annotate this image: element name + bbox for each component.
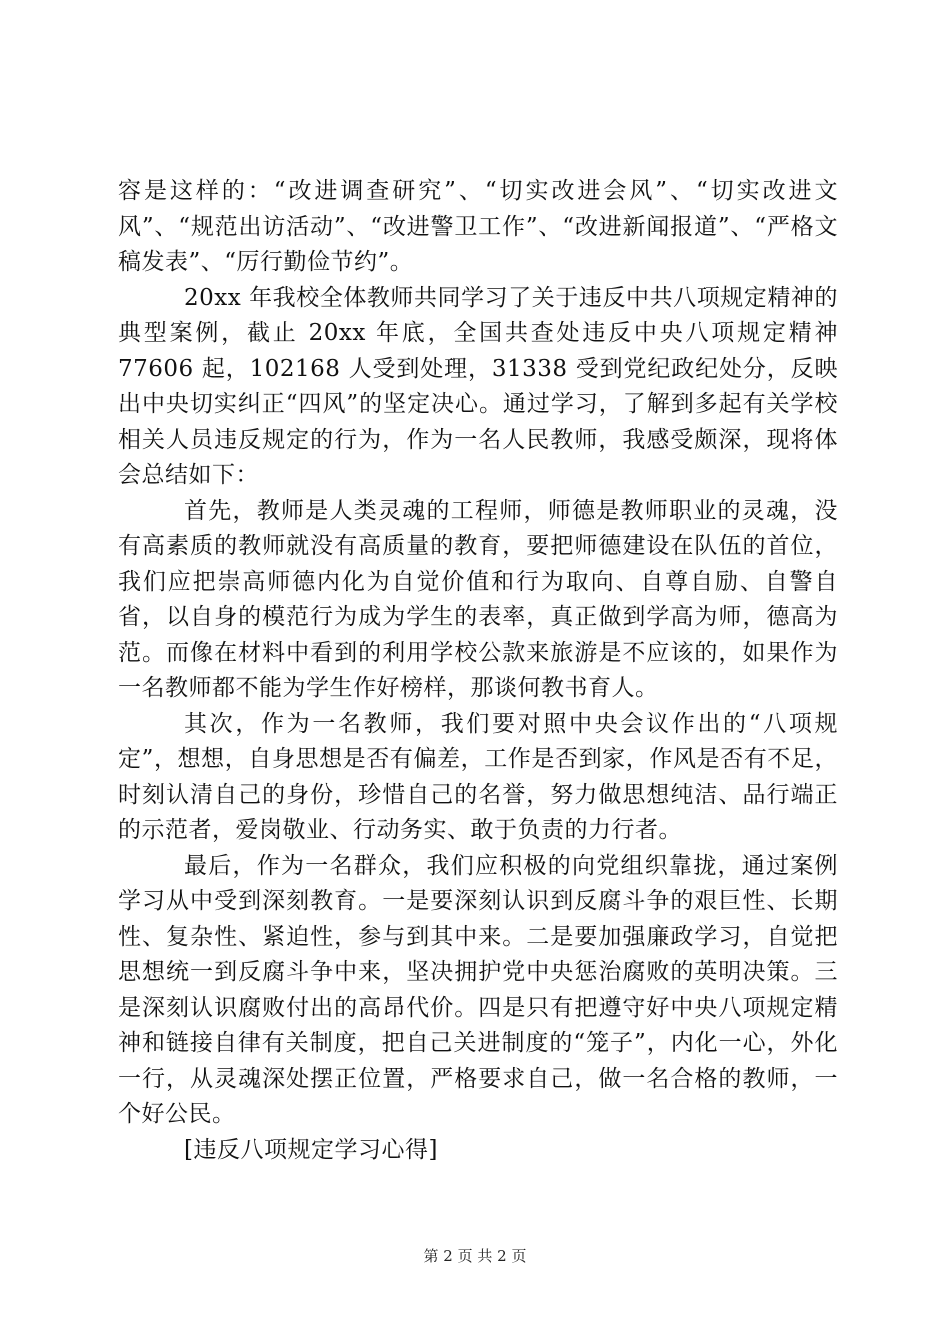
document-body xyxy=(118,174,838,1168)
paragraph-final-point: 最后，作为一名群众，我们应积极的向党组织靠拢，通过案例学习从中受到深刻教育。一是要深刻认识到反腐斗争的艰巨性、长期性、复杂性、紧迫性，参与到其中来。二是要加强廉政学习，自觉把思想统一到反腐斗争中来，坚决拥护党中央惩治腐败的英明决策。三是深刻认识腐败付出的高昂代价。四是只有把遵守好中央八项规定精神和链接自律有关制度，把自己关进制度的“笼子”，内化一心，外化一行，从灵魂深处摆正位置，严格要求自己，做一名合格的教师，一个好公民。 xyxy=(118,852,838,1127)
paragraph-second-point: 其次，作为一名教师，我们要对照中央会议作出的“八项规定”，想想，自身思想是否有偏差，工作是否到家，作风是否有不足，时刻认清自己的身份，珍惜自己的名誉，努力做思想纯洁、品行端正的示范者，爱岗敬业、行动务实、敢于负责的力行者。 xyxy=(118,710,838,843)
paragraph-case-study-intro: 20xx 年我校全体教师共同学习了关于违反中共八项规定精神的典型案例，截止 20xx 年底，全国共查处违反中央八项规定精神 77606 起，102168 人受到处理，31338 受到党纪政纪处分，反映出中央切实纠正“四风”的坚定决心。通过学习，了解到多起有关学校相关人员违反规定的行为，作为一名人民教师，我感受颇深，现将体会总结如下： xyxy=(118,284,838,488)
page-footer: 第 2 页 共 2 页 xyxy=(423,1247,527,1265)
paragraph-continuation: 容是这样的：“改进调查研究”、“切实改进会风”、“切实改进文风”、“规范出访活动”、“改进警卫工作”、“改进新闻报道”、“严格文稿发表”、“厉行勤俭节约”。 xyxy=(118,178,838,275)
paragraph-first-point: 首先，教师是人类灵魂的工程师，师德是教师职业的灵魂，没有高素质的教师就没有高质量的教育，要把师德建设在队伍的首位，我们应把崇高师德内化为自觉价值和行为取向、自尊自励、自警自省，以自身的模范行为成为学生的表率，真正做到学高为师，德高为范。而像在材料中看到的利用学校公款来旅游是不应该的，如果作为一名教师都不能为学生作好榜样，那谈何教书育人。 xyxy=(118,497,838,701)
document-title-tag: [违反八项规定学习心得] xyxy=(184,1136,438,1163)
